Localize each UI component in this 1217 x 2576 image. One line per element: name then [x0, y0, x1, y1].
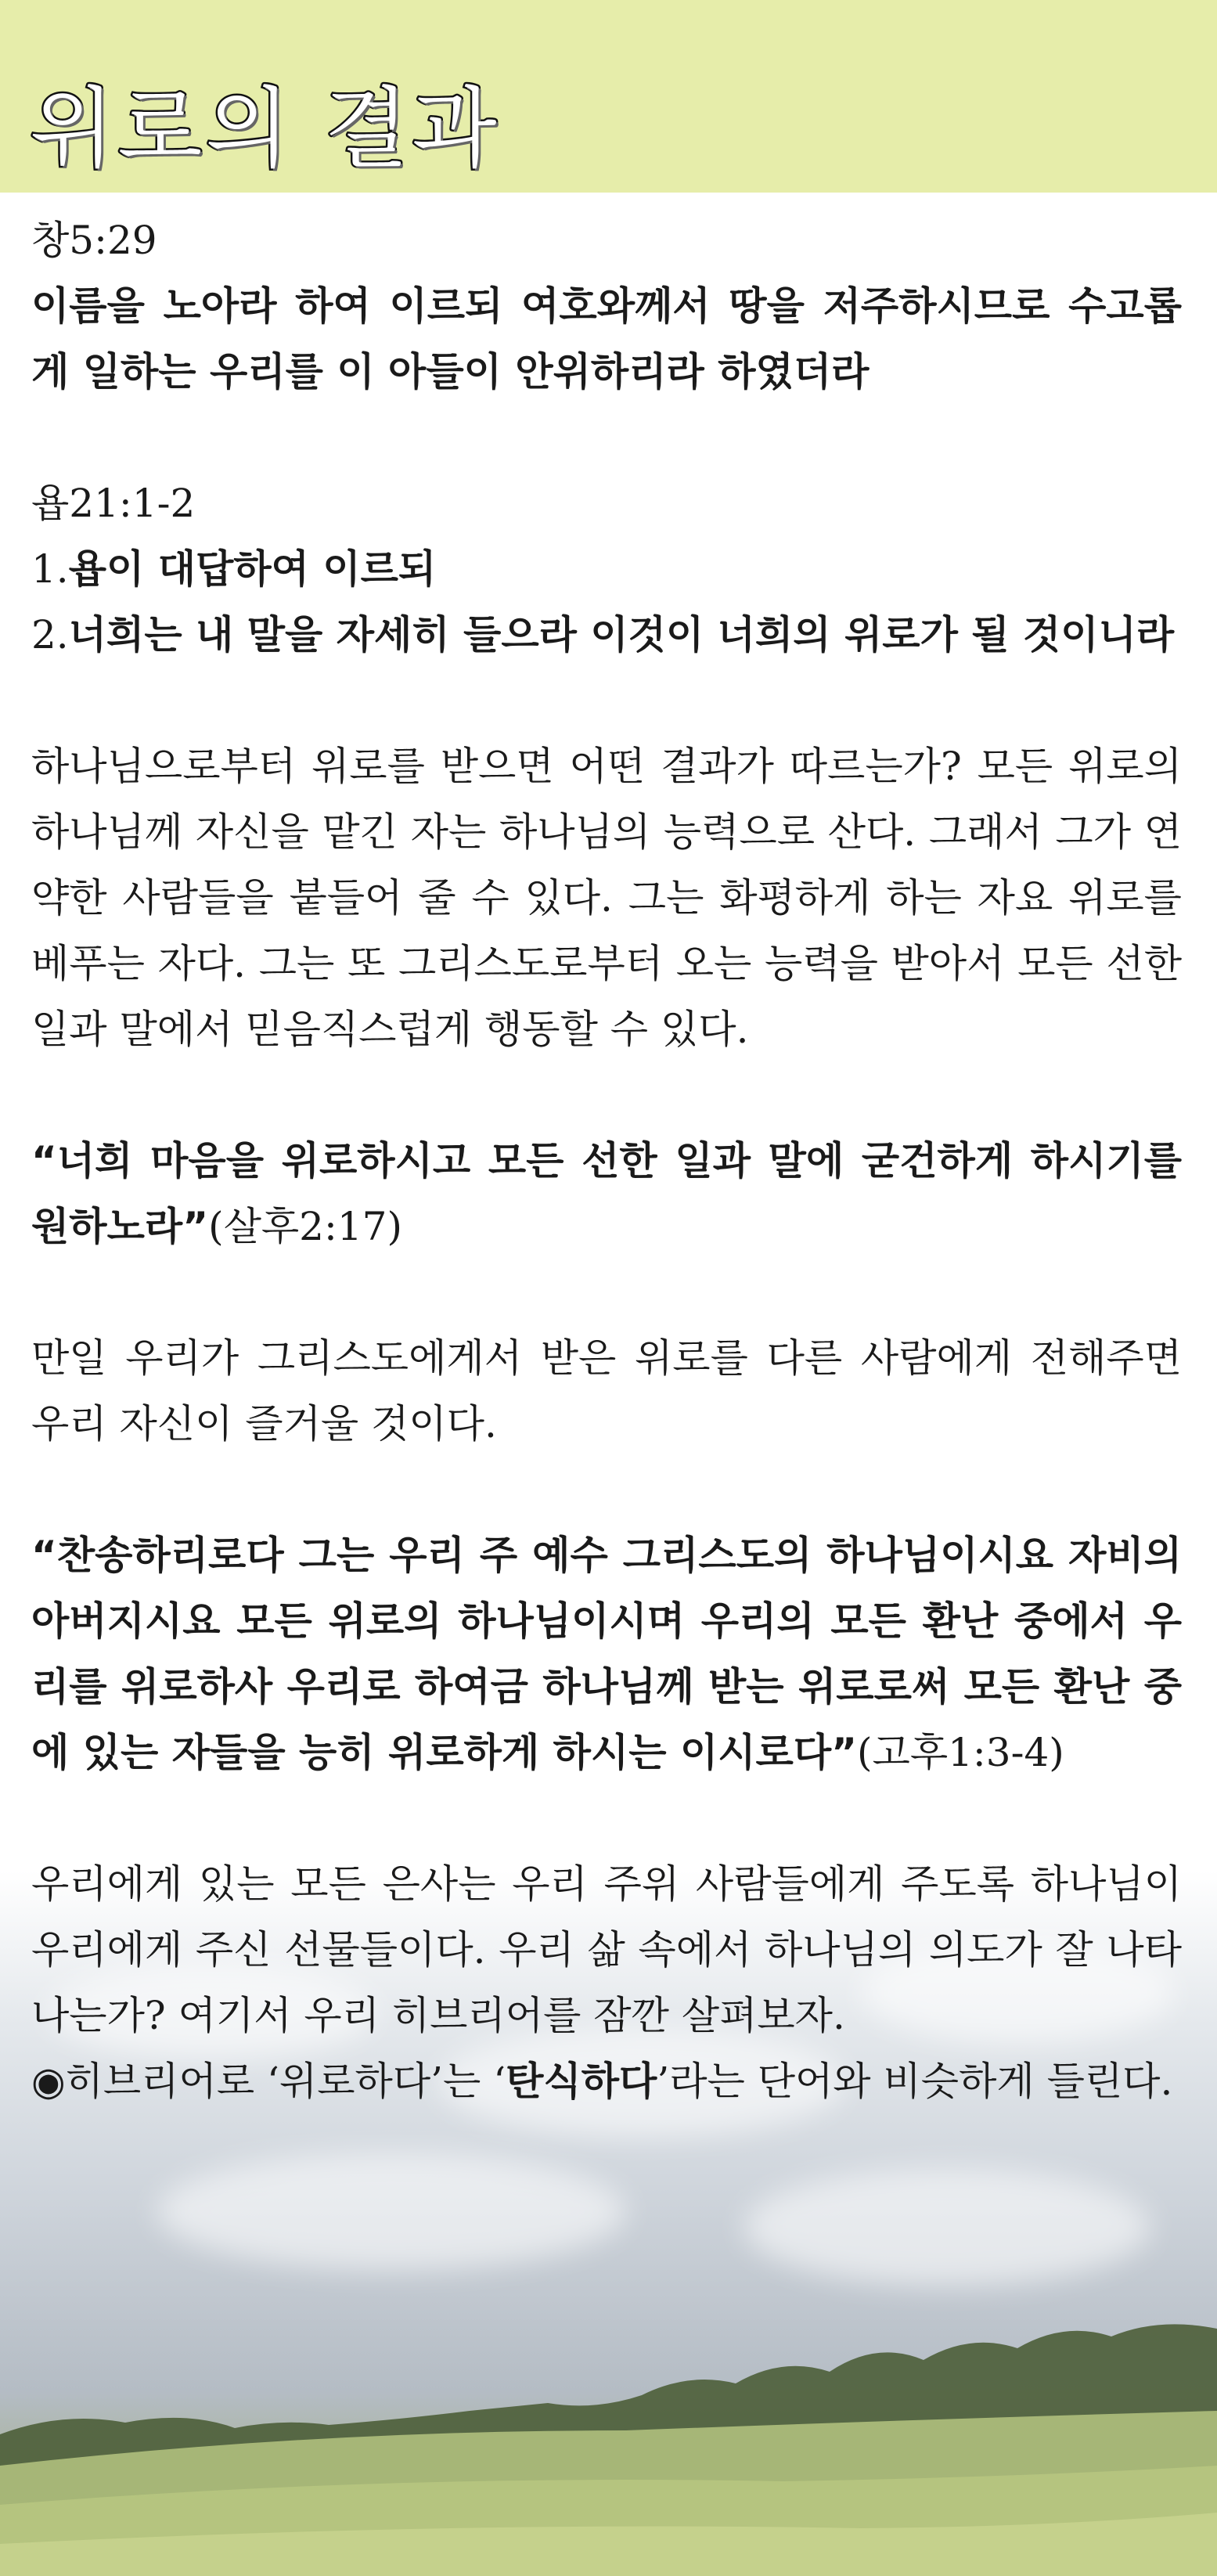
passage-genesis [31, 207, 1182, 405]
scripture-reference: 창5:29 [31, 218, 157, 263]
verse-text: 욥이 대답하여 이르되 [68, 546, 437, 592]
passage-job [31, 470, 1182, 668]
page-title: 위로의 결과 [30, 78, 500, 180]
note-bold-word: 탄식하다 [506, 2059, 657, 2104]
quote-text: “너희 마음을 위로하시고 모든 선한 일과 말에 굳건하게 하시기를 원하노라” [31, 1138, 1182, 1249]
verse-number: 1. [31, 546, 69, 592]
body-paragraph: 하나님으로부터 위로를 받으면 어떤 결과가 따르는가? 모든 위로의 하나님께 자신을 맡긴 자는 하나님의 능력으로 산다. 그래서 그가 연약한 사람들을 붙들어 줄 수 있다. 그는 화평하게 하는 자요 위로를 베푸는 자다. 그는 또 그리스도로부터 오는 능력을 받아서 모든 선한 일과 말에서 믿음직스럽게 행동할 수 있다. [31, 744, 1182, 1052]
main-content [31, 207, 1182, 2114]
note-suffix: ’라는 단어와 비슷하게 들린다. [657, 2059, 1173, 2104]
note-paragraph [31, 2048, 1182, 2114]
verse-line [31, 602, 1182, 668]
quote-reference: (고후1:3-4) [857, 1730, 1064, 1775]
verse-line [31, 536, 1182, 602]
scripture-text: 이름을 노아라 하여 이르되 여호와께서 땅을 저주하시므로 수고롭게 일하는 우리를 이 아들이 안위하리라 하였더라 [31, 283, 1182, 395]
verse-number: 2. [31, 612, 69, 658]
quote-reference: (살후2:17) [208, 1204, 402, 1249]
scripture-reference: 욥21:1-2 [31, 481, 196, 526]
body-paragraph: 우리에게 있는 모든 은사는 우리 주위 사람들에게 주도록 하나님이 우리에게 주신 선물들이다. 우리 삶 속에서 하나님의 의도가 잘 나타나는가? 여기서 우리 히브리어를 잠깐 살펴보자. [31, 1861, 1182, 2038]
quote-block [31, 1522, 1182, 1785]
body-paragraph: 만일 우리가 그리스도에게서 받은 위로를 다른 사람에게 전해주면 우리 자신이 즐거울 것이다. [31, 1335, 1182, 1447]
quote-text: “찬송하리로다 그는 우리 주 예수 그리스도의 하나님이시요 자비의 아버지시요 모든 위로의 하나님이시며 우리의 모든 환난 중에서 우리를 위로하사 우리로 하여금 하나님께 받는 위로로써 모든 환난 중에 있는 자들을 능히 위로하게 하시는 이시로다” [31, 1533, 1182, 1775]
note-prefix: ◉히브리어로 ‘위로하다’는 ‘ [31, 2059, 506, 2104]
verse-text: 너희는 내 말을 자세히 들으라 이것이 너희의 위로가 될 것이니라 [68, 612, 1175, 658]
quote-block [31, 1128, 1182, 1259]
